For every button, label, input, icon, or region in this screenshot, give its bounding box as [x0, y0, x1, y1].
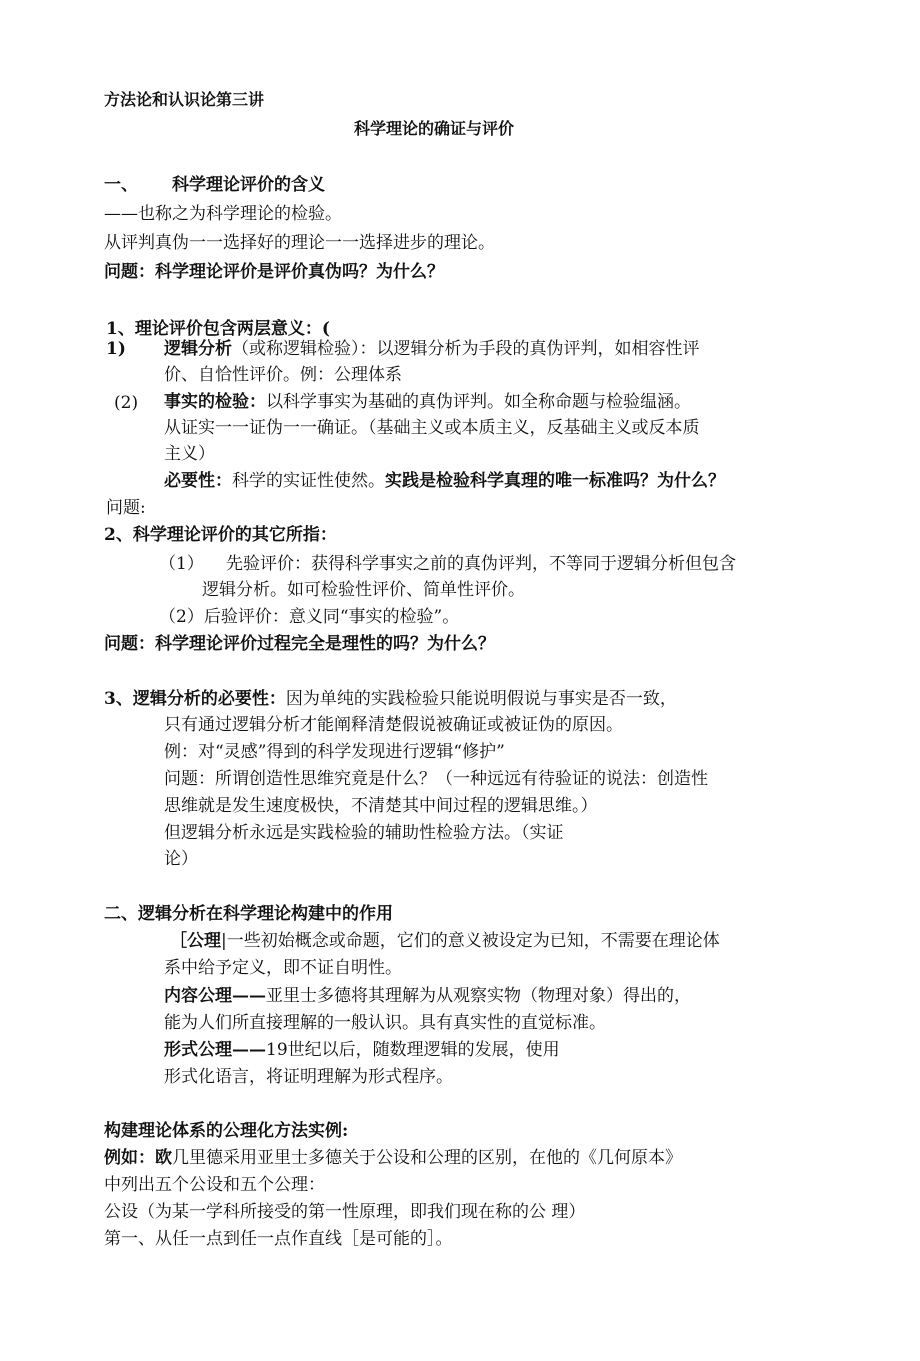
point-3-line-5: 思维就是发生速度极快，不清楚其中间过程的逻辑思维。） [164, 796, 598, 816]
formal-axiom-text: 19世纪以后，随数理逻辑的发展，使用 [266, 1040, 560, 1060]
point-2-item-1-number: （1） [159, 554, 204, 574]
point-3-line-6: 但逻辑分析永远是实践检验的辅助性检验方法。（实证 [164, 823, 564, 843]
point-3-text: 因为单纯的实践检验只能说明假说与事实是否一致， [285, 689, 677, 709]
axiom-line [170, 930, 720, 952]
point-1-item-2-continued-2: 主义） [164, 444, 215, 464]
point-2-question: 问题：科学理论评价过程完全是理性的吗？为什么？ [104, 634, 495, 654]
point-3-line-4: 问题：所谓创造性思维究竟是什么？（一种远远有待验证的说法：创造性 [164, 769, 708, 789]
point-2-heading: 2、科学理论评价的其它所指： [104, 525, 337, 545]
content-axiom-line [164, 985, 691, 1007]
content-axiom-continued: 能为人们所直接理解的一般认识。具有真实性的直觉标准。 [164, 1013, 606, 1033]
section-3-heading: 构建理论体系的公理化方法实例: [104, 1121, 349, 1141]
question-label: 问题: [106, 498, 146, 518]
example-term: 例如：欧 [104, 1148, 172, 1168]
first-postulate-line: 第一、从任一点到任一点作直线［是可能的］。 [104, 1229, 453, 1249]
section-1-line-1: ——也称之为科学理论的检验。 [104, 204, 342, 224]
point-3-heading: 3、逻辑分析的必要性： [104, 689, 286, 709]
point-3-line-1 [104, 688, 677, 710]
point-3-line-7: 论） [164, 849, 198, 869]
necessity-text: 科学的实证性使然。 [232, 471, 385, 491]
item-text: （或称逻辑检验）：以逻辑分析为手段的真伪评判，如相容性评 [232, 339, 700, 359]
point-1-item-1-number: 1) [106, 339, 126, 359]
axiom-continued: 系中给予定义，即不证自明性。 [164, 958, 402, 978]
item-text: 以科学事实为基础的真伪评判。如全称命题与检验缊涵。 [266, 392, 691, 412]
lecture-label: 方法论和认识论第三讲 [104, 90, 265, 109]
example-continued: 中列出五个公设和五个公理： [104, 1175, 325, 1195]
axiom-term: ［公理 [170, 931, 221, 951]
content-axiom-term: 内容公理—— [164, 986, 266, 1006]
example-text: 几里德采用亚里士多德关于公设和公理的区别，在他的《几何原本》 [172, 1148, 682, 1168]
content-axiom-text: 亚里士多德将其理解为从观察实物（物理对象）得出的， [266, 986, 691, 1006]
necessity-term: 必要性： [164, 471, 232, 491]
formal-axiom-line [164, 1039, 560, 1061]
point-1-item-1-continued: 价、自恰性评价。例：公理体系 [164, 365, 402, 385]
example-line [104, 1147, 682, 1169]
point-1-heading: 1、理论评价包含两层意义：( [106, 319, 330, 339]
item-term: 事实的检验： [164, 392, 266, 412]
formal-axiom-term: 形式公理—— [164, 1040, 266, 1060]
point-1-item-2-number: (2) [114, 393, 139, 413]
necessity-question: 实践是检验科学真理的唯一标准吗？为什么？ [385, 471, 725, 491]
section-1-number: 一、 [104, 175, 138, 195]
page-title: 科学理论的确证与评价 [354, 119, 515, 138]
point-3-line-3: 例：对“灵感”得到的科学发现进行逻辑“修护” [164, 742, 505, 762]
item-term: 逻辑分析 [164, 339, 232, 359]
point-1-item-2-continued-1: 从证实一一证伪一一确证。（基础主义或本质主义，反基础主义或反本质 [164, 418, 700, 438]
point-3-line-2: 只有通过逻辑分析才能阐释清楚假说被确证或被证伪的原因。 [164, 715, 623, 735]
point-1-item-2 [164, 391, 691, 413]
section-1-line-2: 从评判真伪一一选择好的理论一一选择进步的理论。 [104, 233, 495, 253]
postulate-line: 公设（为某一学科所接受的第一性原理，即我们现在称的公 理） [104, 1202, 586, 1222]
point-2-item-2: （2）后验评价：意义同“事实的检验”。 [159, 607, 460, 627]
formal-axiom-continued: 形式化语言，将证明理解为形式程序。 [164, 1067, 453, 1087]
section-2-heading: 二、逻辑分析在科学理论构建中的作用 [104, 904, 393, 924]
axiom-text: |一些初始概念或命题，它们的意义被设定为已知，不需要在理论体 [221, 931, 720, 951]
section-1-heading: 科学理论评价的含义 [172, 175, 325, 195]
point-2-item-1: 先验评价：获得科学事实之前的真伪评判，不等同于逻辑分析但包含 [226, 554, 736, 574]
section-1-question: 问题：科学理论评价是评价真伪吗？为什么？ [104, 262, 444, 282]
point-1-item-1 [164, 338, 700, 360]
necessity-line [164, 470, 725, 492]
point-2-item-1-continued: 逻辑分析。如可检验性评价、简单性评价。 [202, 580, 525, 600]
